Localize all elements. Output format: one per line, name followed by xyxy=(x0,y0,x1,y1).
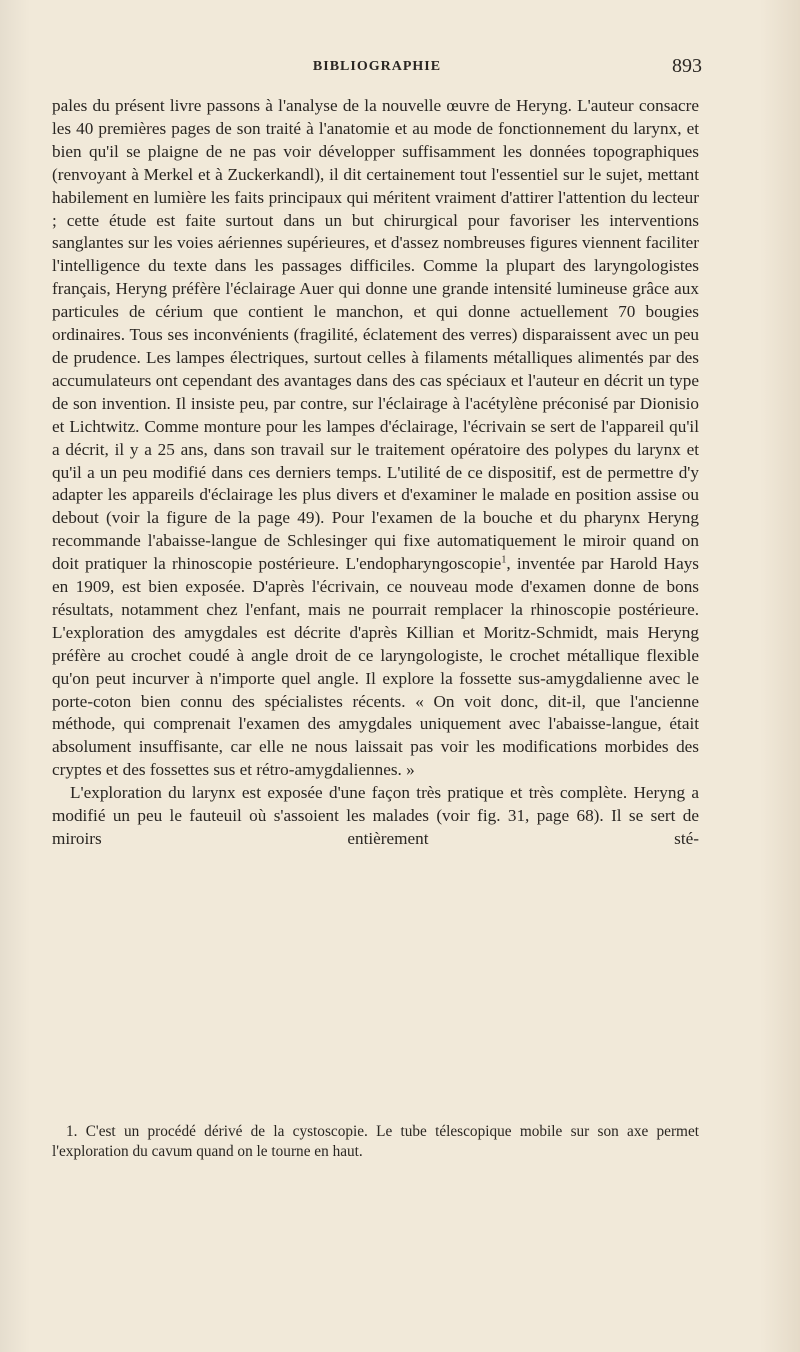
page-number: 893 xyxy=(672,55,702,77)
footnote-reference: 1 xyxy=(501,554,507,566)
body-text xyxy=(52,95,699,851)
paragraph-1-continuation: , inventée par Harold Hays en 1909, est bien exposée. D'après l'écrivain, ce nouveau mode d'examen donne de bons résultats, notamment chez l'enfant, mais ne pourrait remplacer la rhinoscopie postérieure. L'exploration des amygdales est décrite d'après Killian et Moritz-Schmidt, mais Heryng préfère au crochet coudé à angle droit de ce laryngologiste, le crochet métallique flexible qu'on peut incurver à n'importe quel angle. Il explore la fossette sus-amygdalienne avec le porte-coton bien connu des spécialistes récents. « On voit donc, dit-il, que l'ancienne méthode, qui comprenait l'examen des amygdales uniquement avec l'abaisse-langue, était absolument insuffisante, car elle ne nous laissait pas voir les modifications morbides des cryptes et des fossettes sus et rétro-amygdaliennes. » xyxy=(52,554,699,780)
running-head xyxy=(52,55,702,83)
paragraph-2: L'exploration du larynx est exposée d'une façon très pratique et très complète. Heryng a modifié un peu le fauteuil où s'assoient les malades (voir fig. 31, page 68). Il se sert de miroirs entièrement sté- xyxy=(52,783,699,848)
paragraph-1-text: pales du présent livre passons à l'analyse de la nouvelle œuvre de Heryng. L'auteur consacre les 40 premières pages de son traité à l'anatomie et au mode de fonctionnement du larynx, et bien qu'il se plaigne de ne pas voir développer suffisamment les données topographiques (renvoyant à Merkel et à Zuckerkandl), il dit certainement tout l'essentiel sur le sujet, mettant habilement en lumière les faits principaux qui méritent vraiment d'attirer l'attention du lecteur ; cette étude est faite surtout dans un but chirurgical pour favoriser les interventions sanglantes sur les voies aériennes supérieures, et d'assez nombreuses figures viennent faciliter l'intelligence du texte dans les passages difficiles. Comme la plupart des laryngologistes français, Heryng préfère l'éclairage Auer qui donne une grande intensité lumineuse grâce aux particules de cérium que contient le manchon, et qui donne actuellement 70 bougies ordinaires. Tous ses inconvénients (fragilité, éclatement des verres) disparaissent avec un peu de prudence. Les lampes électriques, surtout celles à filaments métalliques alimentés par des accumulateurs ont cependant des avantages dans des cas spéciaux et l'auteur en décrit un type de son invention. Il insiste peu, par contre, sur l'éclairage à l'acétylène préconisé par Dionisio et Lichtwitz. Comme monture pour les lampes d'éclairage, l'écrivain se sert de l'appareil qu'il a décrit, il y a 25 ans, dans son travail sur le traitement opératoire des polypes du larynx et qu'il a un peu modifié dans ces derniers temps. L'utilité de ce dispositif, est de permettre d'y adapter les appareils d'éclairage les plus divers et d'examiner le malade en position assise ou debout (voir la figure de la page 49). Pour l'examen de la bouche et du pharynx Heryng recommande l'abaisse-langue de Schlesinger qui fixe automatiquement le miroir quand on doit pratiquer la rhinoscopie postérieure. L'endopharyngoscopie xyxy=(52,96,699,574)
running-title: BIBLIOGRAPHIE xyxy=(312,59,442,74)
paragraph-1 xyxy=(52,95,699,782)
footnote: 1. C'est un procédé dérivé de la cystoscopie. Le tube télescopique mobile sur son axe permet l'exploration du cavum quand on le tourne en haut. xyxy=(52,1123,699,1160)
